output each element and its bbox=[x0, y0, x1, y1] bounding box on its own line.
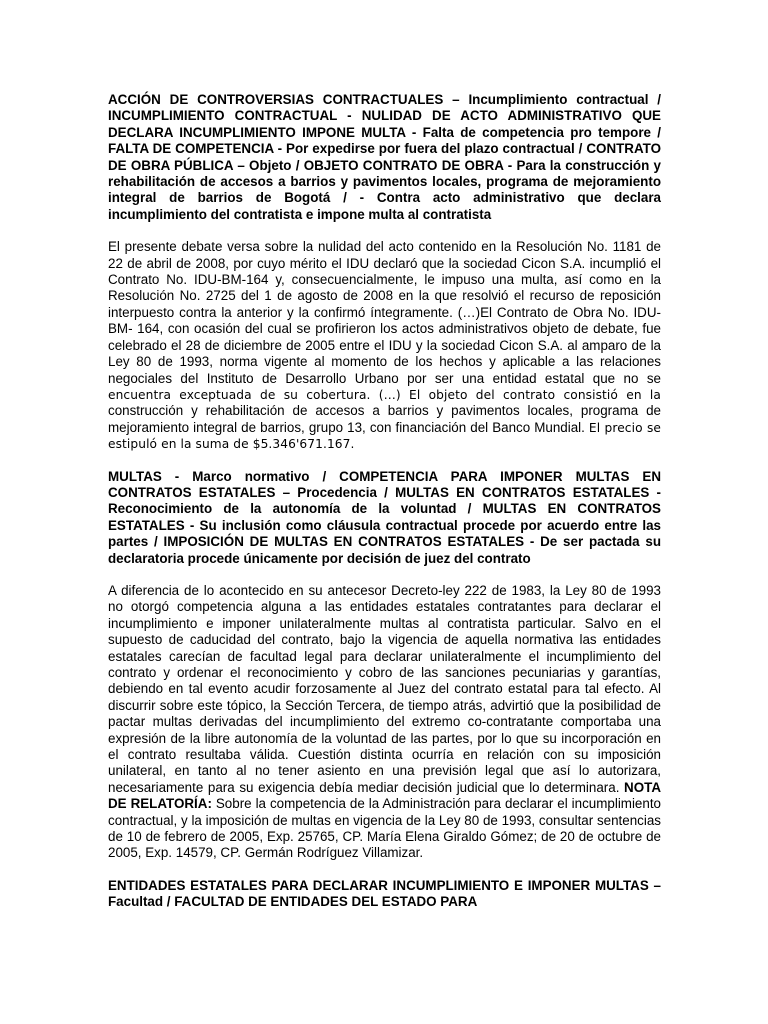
body-paragraph bbox=[108, 239, 661, 452]
paragraph-text: construcción y rehabilitación de accesos a barrios y pavimentos locales, programa de mejoramiento integral de barrios, grupo 13, con financiación del Banco Mundial. bbox=[108, 403, 661, 435]
note-text: Sobre la competencia de la Administración para declarar el incumplimiento contractual, y la imposición de multas en vigencia de la Ley 80 de 1993, consultar sentencias de 10 de febrero de 2005, Exp. 25765, CP. María Elena Giraldo Gómez; de 20 de octubre de 2005, Exp. 14579, CP. Germán Rodríguez Villamizar. bbox=[108, 796, 661, 861]
paragraph-text: encuentra exceptuada de su cobertura. (…) El objeto del contrato consistió en la bbox=[108, 387, 661, 402]
note-label: NOTA DE RELATORÍA: bbox=[108, 779, 661, 812]
paragraph-text: A diferencia de lo acontecido en su antecesor Decreto-ley 222 de 1983, la Ley 80 de 1993 no otorgó competencia alguna a las entidades estatales contratantes para declarar el incumplimiento e imponer unilateralmente multas al contratista particular. Salvo en el supuesto de caducidad del contrato, bajo la vigencia de aquella normativa las entidades estatales carecían de facultad legal para declarar unilateralmente el incumplimiento del contrato y ordenar el reconocimiento y cobro de las sanciones pecuniarias y garantías, debiendo en tal evento acudir forzosamente al Juez del contrato estatal para tal efecto. Al discurrir sobre este tópico, la Sección Tercera, de tiempo atrás, advirtió que la posibilidad de pactar multas derivadas del incumplimiento del extremo co-contratante comportaba una expresión de la libre autonomía de la voluntad de las partes, por lo que su incorporación en el contrato resultaba válida. Cuestión distinta ocurría en relación con su imposición unilateral, en tanto al no tener asiento en una previsión legal que así lo autorizara, necesariamente para su exigencia debía mediar decisión judicial que lo determinara. bbox=[108, 582, 661, 795]
paragraph-text: El precio se estipuló en la suma de $5.346'671.167. bbox=[108, 420, 661, 452]
section-heading: MULTAS - Marco normativo / COMPETENCIA PARA IMPONER MULTAS EN CONTRATOS ESTATALES – Procedencia / MULTAS EN CONTRATOS ESTATALES - Reconocimiento de la autonomía de la voluntad / MULTAS EN CONTRATOS ESTATALES - Su inclusión como cláusula contractual procede por acuerdo entre las partes / IMPOSICIÓN DE MULTAS EN CONTRATOS ESTATALES - De ser pactada su declaratoria procede únicamente por decisión de juez del contrato bbox=[108, 468, 661, 566]
section-heading: ENTIDADES ESTATALES PARA DECLARAR INCUMPLIMIENTO E IMPONER MULTAS – Facultad / FACULTAD DE ENTIDADES DEL ESTADO PARA bbox=[108, 877, 661, 910]
document-page bbox=[108, 92, 661, 927]
body-paragraph bbox=[108, 583, 661, 862]
section-heading: ACCIÓN DE CONTROVERSIAS CONTRACTUALES – Incumplimiento contractual / INCUMPLIMIENTO CONTRACTUAL - NULIDAD DE ACTO ADMINISTRATIVO QUE DECLARA INCUMPLIMIENTO IMPONE MULTA - Falta de competencia pro tempore / FALTA DE COMPETENCIA - Por expedirse por fuera del plazo contractual / CONTRATO DE OBRA PÚBLICA – Objeto / OBJETO CONTRATO DE OBRA - Para la construcción y rehabilitación de accesos a barrios y pavimentos locales, programa de mejoramiento integral de barrios de Bogotá / - Contra acto administrativo que declara incumplimiento del contratista e impone multa al contratista bbox=[108, 92, 661, 222]
paragraph-text: El presente debate versa sobre la nulidad del acto contenido en la Resolución No. 1181 de 22 de abril de 2008, por cuyo mérito el IDU declaró que la sociedad Cicon S.A. incumplió el Contrato No. IDU-BM-164 y, consecuencialmente, le impuso una multa, así como en la Resolución No. 2725 del 1 de agosto de 2008 en la que resolvió el recurso de reposición interpuesto contra la anterior y la confirmó íntegramente. (…)El Contrato de Obra No. IDU-BM- 164, con ocasión del cual se profirieron los actos administrativos objeto de debate, fue celebrado el 28 de diciembre de 2005 entre el IDU y la sociedad Cicon S.A. al amparo de la Ley 80 de 1993, norma vigente al momento de los hechos y aplicable a las relaciones negociales del Instituto de Desarrollo Urbano por ser una entidad estatal que no se bbox=[108, 239, 661, 386]
